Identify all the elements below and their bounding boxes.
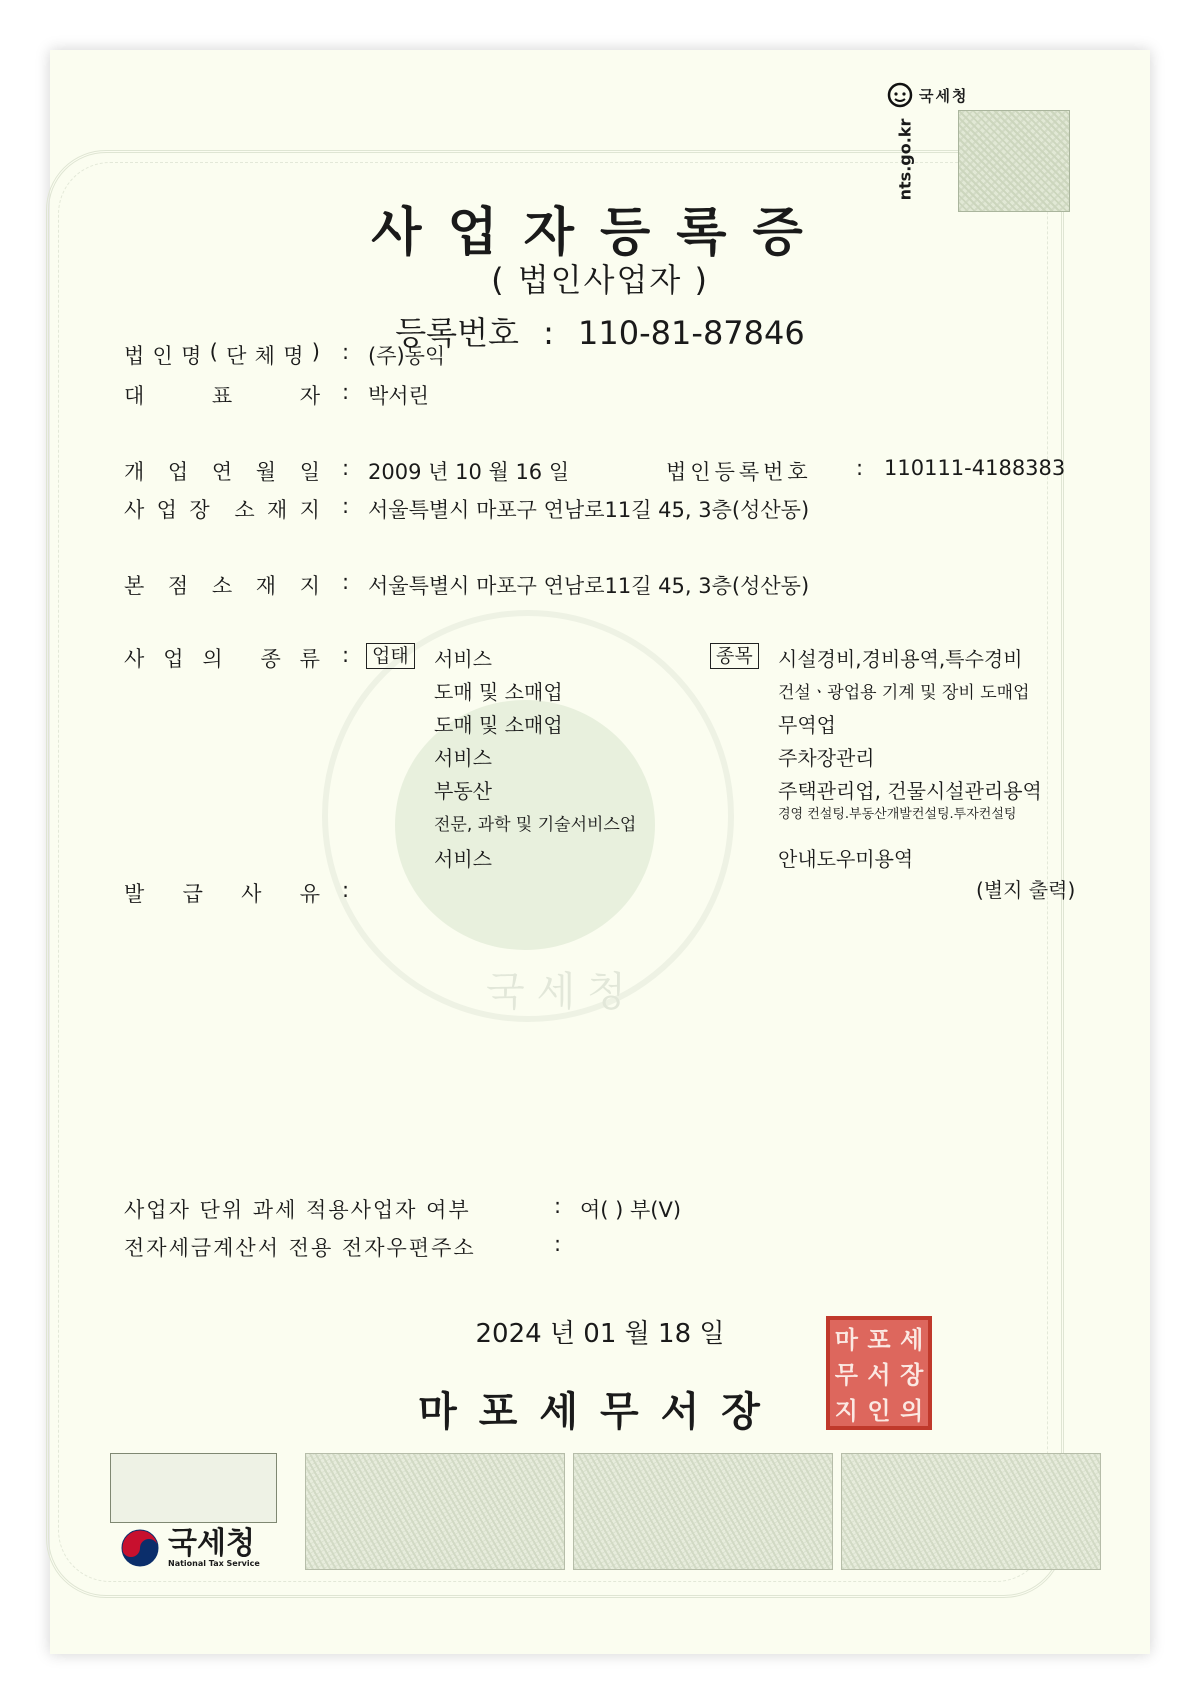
registration-number-label: 등록번호 [395,314,519,352]
issue-date: 2024 년 01 월 18 일 [475,1319,725,1349]
tax-office-name: 마포세무서장 [418,1389,782,1435]
jongmok-item: 안내도우미용역 [778,847,914,871]
official-seal: 마 포 세 무 서 장 지 인 의 [826,1316,932,1430]
head-office-label: 본 점 소 재 지 [124,574,320,598]
nts-emblem-box [110,1453,277,1523]
corp-name-value: (주)동익 [368,344,446,368]
taeguk-icon [120,1528,160,1568]
email-label: 전자세금계산서 전용 전자우편주소 [124,1236,476,1260]
unit-tax-label: 사업자 단위 과세 적용사업자 여부 [124,1198,471,1222]
business-address-colon: : [342,494,350,518]
security-code-box [305,1453,565,1570]
security-code-box [573,1453,833,1570]
business-type-label: 사 업 의 종 류 [124,647,320,671]
email-colon: : [554,1232,562,1256]
corp-reg-no-colon: : [856,456,864,480]
security-code-box [841,1453,1101,1570]
upthae-item: 도매 및 소매업 [434,680,563,704]
document-title: 사업자등록증 [371,203,829,263]
jongmok-item: 경영 컨설팅.부동산개발컨설팅.투자컨설팅 [778,807,1017,822]
jongmok-item: 시설경비,경비용역,특수경비 [778,647,1023,671]
corp-reg-no-label: 법인등록번호 [666,460,812,484]
opening-date-label: 개 업 연 월 일 [124,460,320,484]
nts-name: 국세청 [168,1525,255,1561]
upthae-item: 부동산 [434,779,492,803]
representative-value: 박서린 [368,384,429,408]
upthae-item: 서비스 [434,647,492,671]
opening-date-value: 2009 년 10 월 16 일 [368,460,570,484]
representative-label: 대 표 자 [124,384,320,408]
opening-date-colon: : [342,456,350,480]
jongmok-item: 주차장관리 [778,746,875,770]
corp-name-label: 법 인 명 ( 단 체 명 ) [124,340,320,368]
jongmok-item: 무역업 [778,713,836,737]
jongmok-item: 주택관리업, 건물시설관리용역 [778,779,1042,803]
head-office-colon: : [342,570,350,594]
upthae-item: 서비스 [434,847,492,871]
head-office-value: 서울특별시 마포구 연남로11길 45, 3층(성산동) [368,574,810,598]
registration-number-colon: : [543,314,554,352]
document-subtitle: ( 법인사업자 ) [491,261,709,299]
nts-name-en: National Tax Service [168,1558,260,1568]
agency-url: nts.go.kr [895,118,915,201]
registration-number-value: 110-81-87846 [578,314,805,352]
corp-name-colon: : [342,340,350,364]
business-address-label: 사 업 장 소 재 지 [124,498,320,522]
jongmok-box: 종목 [710,643,759,669]
unit-tax-value: 여( ) 부(V) [580,1198,682,1222]
upthae-item: 도매 및 소매업 [434,713,563,737]
representative-colon: : [342,380,350,404]
unit-tax-colon: : [554,1194,562,1218]
corp-reg-no-value: 110111-4188383 [884,456,1066,480]
upthae-box: 업태 [366,643,415,669]
issue-reason-label: 발 급 사 유 [124,882,320,906]
separate-print-note: (별지 출력) [976,878,1076,902]
upthae-item: 서비스 [434,746,492,770]
jongmok-item: 건설ㆍ광업용 기계 및 장비 도매업 [778,683,1030,703]
business-type-colon: : [342,643,350,667]
nts-logo-bottom [120,1525,260,1568]
upthae-item: 전문, 과학 및 기술서비스업 [434,815,637,835]
issue-reason-colon: : [342,878,350,902]
agency-label: 국세청 [919,86,969,105]
watermark-text: 국세청 [486,969,638,1015]
business-address-value: 서울특별시 마포구 연남로11길 45, 3층(성산동) [368,498,810,522]
